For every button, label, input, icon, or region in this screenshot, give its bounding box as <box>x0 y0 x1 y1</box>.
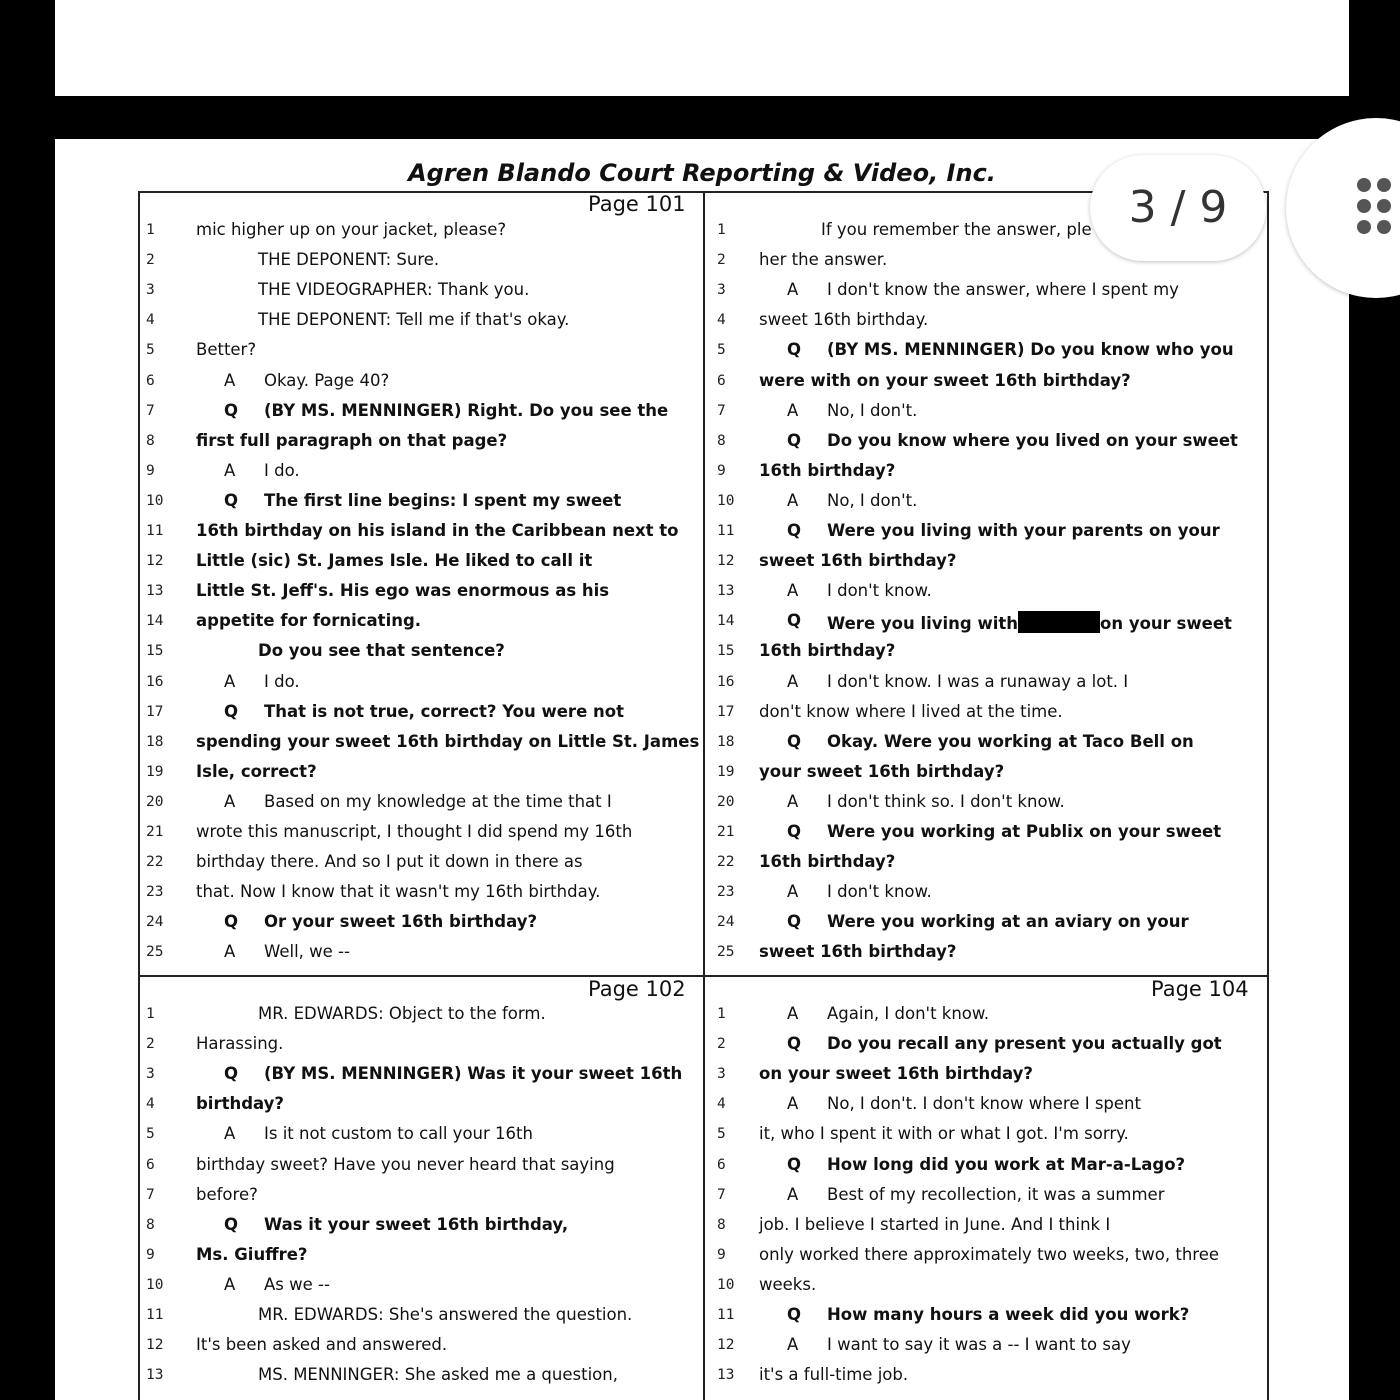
line-number: 4 <box>717 312 726 329</box>
transcript-line <box>144 1215 704 1245</box>
line-text: Little (sic) St. James Isle. He liked to call it <box>196 551 593 571</box>
line-text: wrote this manuscript, I thought I did spend my 16th <box>196 822 633 841</box>
line-number: 3 <box>146 1066 155 1083</box>
redacted-line <box>827 611 1232 633</box>
question-marker: Q <box>787 822 802 841</box>
transcript-line <box>144 942 704 972</box>
document-page <box>55 139 1349 1400</box>
transcript-line <box>144 1004 704 1034</box>
line-text: Again, I don't know. <box>827 1004 990 1023</box>
line-number: 15 <box>717 643 735 660</box>
line-number: 20 <box>717 793 735 810</box>
answer-marker: A <box>224 942 236 962</box>
transcript-line <box>707 611 1267 641</box>
transcript-line <box>144 852 704 882</box>
page-counter: 3 / 9 <box>1090 155 1266 261</box>
transcript-line <box>144 641 704 671</box>
line-number: 10 <box>146 1276 164 1293</box>
transcript-line <box>707 551 1267 581</box>
line-number: 14 <box>146 613 164 630</box>
line-number: 12 <box>146 1337 164 1354</box>
transcript-line <box>144 672 704 702</box>
line-number: 9 <box>717 1246 726 1263</box>
transcript-line <box>144 401 704 431</box>
answer-marker: A <box>787 581 799 601</box>
line-text: MS. MENNINGER: She asked me a question, <box>258 1365 618 1385</box>
line-text: The first line begins: I spent my sweet <box>264 490 622 510</box>
line-text: I do. <box>264 671 300 691</box>
answer-marker: A <box>787 671 799 691</box>
question-marker: Q <box>787 521 802 540</box>
line-number: 5 <box>146 1126 155 1143</box>
line-number: 6 <box>146 1156 155 1173</box>
transcript-line <box>144 1034 704 1064</box>
line-text: it, who I spent it with or what I got. I'm sorry. <box>759 1124 1129 1144</box>
line-text: weeks. <box>759 1274 817 1294</box>
line-text: birthday there. And so I put it down in there as <box>196 852 583 872</box>
line-number: 5 <box>717 342 726 359</box>
transcript-line <box>144 250 704 280</box>
line-text: Is it not custom to call your 16th <box>264 1124 533 1144</box>
transcript-line <box>707 1094 1267 1124</box>
line-number: 13 <box>146 583 164 600</box>
transcript-line <box>144 310 704 340</box>
line-text: that. Now I know that it wasn't my 16th birthday. <box>196 882 601 902</box>
line-number: 7 <box>146 1186 155 1203</box>
line-text: THE DEPONENT: Sure. <box>258 250 440 270</box>
line-text: Do you see that sentence? <box>258 641 505 661</box>
line-number: 4 <box>146 312 155 329</box>
answer-marker: A <box>224 370 236 390</box>
line-number: 5 <box>717 1126 726 1143</box>
transcript-line <box>144 1275 704 1305</box>
line-number: 22 <box>717 854 735 871</box>
line-text: sweet 16th birthday? <box>759 942 957 962</box>
transcript-line <box>144 371 704 401</box>
line-number: 9 <box>146 462 155 479</box>
redaction-bar <box>1018 611 1100 633</box>
line-number: 11 <box>717 523 735 539</box>
line-text: Were you working at Publix on your sweet <box>827 822 1222 841</box>
transcript-line <box>144 1305 704 1335</box>
line-text: your sweet 16th birthday? <box>759 761 1005 781</box>
transcript-line <box>707 641 1267 671</box>
answer-marker: A <box>787 1094 799 1114</box>
line-number: 1 <box>717 222 726 238</box>
transcript-line <box>707 1275 1267 1305</box>
line-number: 25 <box>717 944 735 961</box>
line-text: Okay. Page 40? <box>264 370 390 390</box>
line-number: 24 <box>717 914 735 931</box>
line-number: 6 <box>717 372 726 389</box>
line-number: 8 <box>146 1216 155 1233</box>
line-text: (BY MS. MENNINGER) Right. Do you see the <box>264 400 669 420</box>
line-number: 8 <box>717 432 726 449</box>
transcript-line <box>144 1185 704 1215</box>
transcript-line <box>707 1124 1267 1154</box>
line-text: Do you know where you lived on your sweet <box>827 430 1238 450</box>
transcript-line <box>707 340 1267 370</box>
answer-marker: A <box>224 1274 236 1294</box>
line-text: That is not true, correct? You were not <box>264 701 624 721</box>
transcript-line <box>707 1305 1267 1335</box>
line-number: 1 <box>146 1006 155 1022</box>
line-text: As we -- <box>264 1274 330 1294</box>
line-text: I don't know the answer, where I spent my <box>827 280 1179 300</box>
transcript-line <box>144 792 704 822</box>
line-text: Were you living with your parents on your <box>827 521 1220 540</box>
line-text: spending your sweet 16th birthday on Little St. James <box>196 731 700 751</box>
answer-marker: A <box>224 671 236 691</box>
line-text: Or your sweet 16th birthday? <box>264 912 538 932</box>
transcript-line <box>144 732 704 762</box>
line-text: job. I believe I started in June. And I think I <box>759 1214 1111 1234</box>
line-number: 3 <box>146 282 155 299</box>
transcript-line <box>144 431 704 461</box>
question-marker: Q <box>787 611 802 631</box>
answer-marker: A <box>787 791 799 811</box>
question-marker: Q <box>787 430 802 450</box>
transcript-line <box>707 1335 1267 1365</box>
line-text: Better? <box>196 340 257 360</box>
line-number: 6 <box>146 372 155 389</box>
line-number: 11 <box>146 1307 164 1323</box>
line-number: 7 <box>717 402 726 419</box>
line-number: 9 <box>146 1246 155 1263</box>
transcript-line <box>707 461 1267 491</box>
line-number: 8 <box>146 432 155 449</box>
page-label-102: Page 102 <box>588 977 686 1001</box>
transcript-line <box>144 1124 704 1154</box>
line-number: 23 <box>717 884 735 901</box>
line-text: were with on your sweet 16th birthday? <box>759 370 1131 390</box>
transcript-line <box>707 581 1267 611</box>
answer-marker: A <box>787 1004 799 1023</box>
transcript-line <box>144 1064 704 1094</box>
line-number: 25 <box>146 944 164 961</box>
transcript-line <box>144 521 704 551</box>
line-number: 6 <box>717 1156 726 1173</box>
answer-marker: A <box>787 1184 799 1204</box>
transcript-line <box>707 882 1267 912</box>
line-text: Well, we -- <box>264 942 350 962</box>
line-number: 1 <box>717 1006 726 1022</box>
line-number: 1 <box>146 222 155 238</box>
line-number: 24 <box>146 914 164 931</box>
line-text: don't know where I lived at the time. <box>759 701 1063 721</box>
line-number: 5 <box>146 342 155 359</box>
line-number: 11 <box>146 523 164 539</box>
line-number: 7 <box>717 1186 726 1203</box>
transcript-line <box>707 1064 1267 1094</box>
transcript-line <box>707 822 1267 852</box>
line-text: 16th birthday? <box>759 852 896 872</box>
line-number: 16 <box>146 673 164 690</box>
line-text: her the answer. <box>759 250 888 270</box>
line-text-after-redaction: on your sweet <box>1100 614 1232 634</box>
transcript-line <box>144 882 704 912</box>
question-marker: Q <box>224 400 239 420</box>
line-number: 3 <box>717 1066 726 1083</box>
line-text: Were you living with <box>827 614 1019 634</box>
line-number: 15 <box>146 643 164 660</box>
row-divider <box>140 975 1267 977</box>
answer-marker: A <box>224 1124 236 1144</box>
line-text: sweet 16th birthday? <box>759 551 957 571</box>
transcript-line <box>144 1094 704 1124</box>
line-number: 2 <box>146 1036 155 1053</box>
line-number: 12 <box>717 1337 735 1354</box>
line-text: (BY MS. MENNINGER) Do you know who you <box>827 340 1234 360</box>
line-text: How many hours a week did you work? <box>827 1305 1190 1324</box>
line-text: Were you working at an aviary on your <box>827 912 1189 932</box>
line-number: 2 <box>717 1036 726 1053</box>
line-text: No, I don't. <box>827 490 918 510</box>
line-text: If you remember the answer, ple <box>821 220 1092 239</box>
answer-marker: A <box>787 280 799 300</box>
grid-dots-icon[interactable] <box>1357 178 1397 236</box>
answer-marker: A <box>224 791 236 811</box>
line-text: I want to say it was a -- I want to say <box>827 1335 1131 1355</box>
transcript-line <box>144 491 704 521</box>
transcript-line <box>144 822 704 852</box>
line-text: (BY MS. MENNINGER) Was it your sweet 16th <box>264 1064 683 1084</box>
line-number: 19 <box>146 763 164 780</box>
transcript-line <box>707 491 1267 521</box>
line-number: 11 <box>717 1307 735 1323</box>
line-text: THE DEPONENT: Tell me if that's okay. <box>258 310 570 330</box>
line-number: 21 <box>717 824 735 840</box>
line-text: 16th birthday on his island in the Caribbean next to <box>196 521 679 540</box>
transcript-line <box>144 611 704 641</box>
line-number: 17 <box>717 703 735 720</box>
page-label-104: Page 104 <box>1151 977 1249 1001</box>
line-text: Do you recall any present you actually got <box>827 1034 1222 1054</box>
line-number: 20 <box>146 793 164 810</box>
transcript-line <box>707 912 1267 942</box>
line-text: mic higher up on your jacket, please? <box>196 220 507 239</box>
line-text: on your sweet 16th birthday? <box>759 1064 1033 1084</box>
transcript-line <box>144 581 704 611</box>
line-number: 13 <box>146 1367 164 1384</box>
line-text: How long did you work at Mar-a-Lago? <box>827 1154 1186 1174</box>
transcript-line <box>707 1034 1267 1064</box>
line-number: 3 <box>717 282 726 299</box>
question-marker: Q <box>787 1034 802 1054</box>
line-number: 4 <box>717 1096 726 1113</box>
line-number: 2 <box>146 252 155 269</box>
answer-marker: A <box>787 490 799 510</box>
line-number: 22 <box>146 854 164 871</box>
line-number: 18 <box>717 733 735 750</box>
transcript-line <box>707 762 1267 792</box>
line-number: 17 <box>146 703 164 720</box>
answer-marker: A <box>787 1335 799 1355</box>
transcript-line <box>707 1185 1267 1215</box>
line-text: birthday? <box>196 1094 285 1114</box>
transcript-line <box>144 762 704 792</box>
transcript-line <box>707 942 1267 972</box>
line-number: 19 <box>717 763 735 780</box>
transcript-line <box>144 551 704 581</box>
line-number: 16 <box>717 673 735 690</box>
line-text: sweet 16th birthday. <box>759 310 929 330</box>
line-text: No, I don't. I don't know where I spent <box>827 1094 1141 1114</box>
line-text: I don't know. <box>827 882 932 902</box>
line-text: Little St. Jeff's. His ego was enormous as his <box>196 581 610 601</box>
line-text: appetite for fornicating. <box>196 611 422 631</box>
question-marker: Q <box>787 1305 802 1324</box>
line-text: Ms. Giuffre? <box>196 1244 308 1264</box>
transcript-line <box>144 1335 704 1365</box>
transcript-line <box>144 702 704 732</box>
line-number: 14 <box>717 613 735 630</box>
transcript-line <box>707 792 1267 822</box>
question-marker: Q <box>224 1214 239 1234</box>
transcript-line <box>707 431 1267 461</box>
line-text: Harassing. <box>196 1034 284 1054</box>
question-marker: Q <box>787 1154 802 1174</box>
transcript-line <box>144 1245 704 1275</box>
line-text: I do. <box>264 460 300 480</box>
line-text: I don't know. I was a runaway a lot. I <box>827 671 1129 691</box>
question-marker: Q <box>224 912 239 932</box>
line-number: 10 <box>717 492 735 509</box>
question-marker: Q <box>224 490 239 510</box>
line-text: Okay. Were you working at Taco Bell on <box>827 731 1194 751</box>
transcript-line <box>707 1365 1267 1395</box>
line-text: it's a full-time job. <box>759 1365 909 1385</box>
line-number: 7 <box>146 402 155 419</box>
transcript-line <box>707 1215 1267 1245</box>
transcript-line <box>707 280 1267 310</box>
line-number: 12 <box>717 553 735 570</box>
question-marker: Q <box>787 340 802 360</box>
previous-page-fragment <box>55 0 1349 96</box>
transcript-line <box>707 852 1267 882</box>
line-text: Best of my recollection, it was a summer <box>827 1184 1165 1204</box>
line-number: 13 <box>717 1367 735 1384</box>
line-number: 10 <box>146 492 164 509</box>
line-number: 9 <box>717 462 726 479</box>
question-marker: Q <box>224 1064 239 1084</box>
answer-marker: A <box>787 882 799 902</box>
transcript-line <box>707 732 1267 762</box>
transcript-line <box>707 401 1267 431</box>
transcript-line <box>144 1155 704 1185</box>
transcript-line <box>144 1365 704 1395</box>
line-number: 8 <box>717 1216 726 1233</box>
transcript-line <box>144 461 704 491</box>
line-number: 2 <box>717 252 726 269</box>
line-text: first full paragraph on that page? <box>196 430 508 450</box>
line-text: Isle, correct? <box>196 761 317 781</box>
transcript-line <box>707 1004 1267 1034</box>
line-text: It's been asked and answered. <box>196 1335 448 1355</box>
line-text: Was it your sweet 16th birthday, <box>264 1214 569 1234</box>
transcript-grid <box>138 191 1269 1400</box>
question-marker: Q <box>787 912 802 932</box>
line-text: only worked there approximately two weeks, two, three <box>759 1244 1220 1264</box>
transcript-line <box>144 280 704 310</box>
transcript-line <box>144 220 704 250</box>
line-text: Based on my knowledge at the time that I <box>264 791 612 811</box>
line-text: I don't think so. I don't know. <box>827 791 1065 811</box>
line-number: 13 <box>717 583 735 600</box>
answer-marker: A <box>787 400 799 420</box>
line-text: No, I don't. <box>827 400 918 420</box>
line-text: MR. EDWARDS: She's answered the question. <box>258 1305 633 1324</box>
line-text: before? <box>196 1184 258 1204</box>
line-number: 23 <box>146 884 164 901</box>
line-text: MR. EDWARDS: Object to the form. <box>258 1004 546 1023</box>
question-marker: Q <box>787 731 802 751</box>
transcript-line <box>144 912 704 942</box>
transcript-line <box>707 702 1267 732</box>
line-text: birthday sweet? Have you never heard that saying <box>196 1154 615 1174</box>
transcript-line <box>707 1155 1267 1185</box>
line-number: 12 <box>146 553 164 570</box>
line-number: 18 <box>146 733 164 750</box>
line-text: 16th birthday? <box>759 641 896 661</box>
line-number: 21 <box>146 824 164 840</box>
line-text: 16th birthday? <box>759 460 896 480</box>
answer-marker: A <box>224 460 236 480</box>
line-number: 10 <box>717 1276 735 1293</box>
line-text: THE VIDEOGRAPHER: Thank you. <box>258 280 530 300</box>
transcript-line <box>707 371 1267 401</box>
transcript-line <box>707 672 1267 702</box>
transcript-line <box>144 340 704 370</box>
page-header: Agren Blando Court Reporting & Video, Inc. <box>408 159 996 187</box>
page-label-101: Page 101 <box>588 192 686 216</box>
line-number: 4 <box>146 1096 155 1113</box>
transcript-line <box>707 310 1267 340</box>
question-marker: Q <box>224 701 239 721</box>
transcript-line <box>707 1245 1267 1275</box>
transcript-line <box>707 521 1267 551</box>
line-text: I don't know. <box>827 581 932 601</box>
